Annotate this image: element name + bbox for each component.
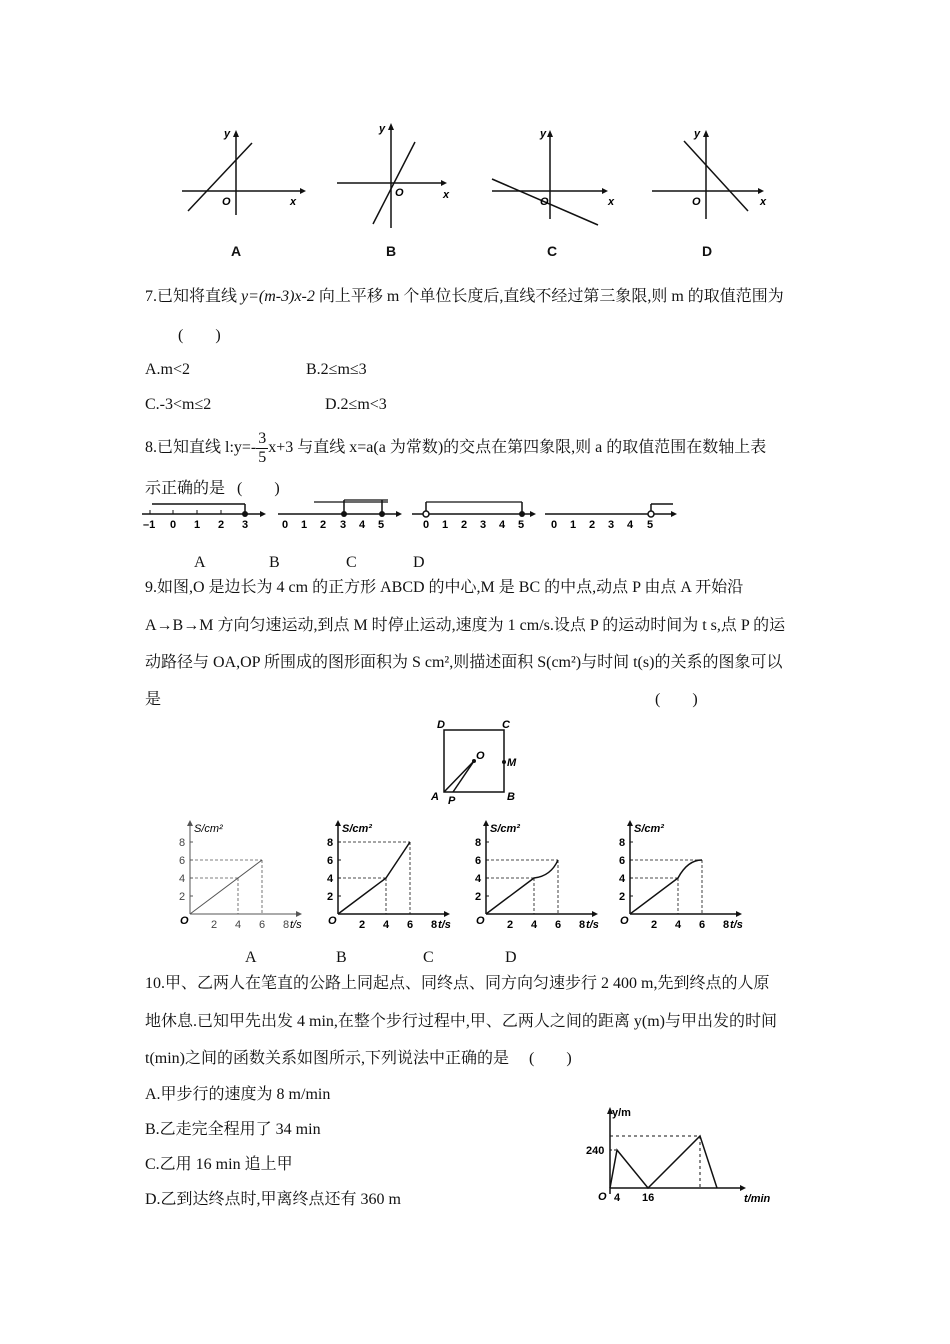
q7-formula: y=(m-3)x-2: [241, 288, 315, 305]
q9-label-m: M: [507, 757, 517, 769]
q10-xlabel: t/min: [744, 1193, 771, 1205]
q7-paren: ( ): [178, 327, 221, 344]
q8-d-tick-3: 3: [608, 519, 615, 531]
q8-numberline-b: [278, 498, 408, 538]
q8-label-c: C: [346, 554, 357, 571]
q8-b-tick-1: 1: [301, 519, 308, 531]
q8-c-tick-1: 1: [442, 519, 449, 531]
y-tick-8: 8: [475, 837, 482, 849]
q9-label-opt-b: B: [336, 949, 347, 966]
q6-c-y: y: [540, 128, 547, 140]
q8-numberline-d: [545, 498, 685, 538]
y-tick-2: 2: [475, 891, 482, 903]
q7-option-a: A.m<2: [145, 361, 191, 378]
q10-xtick-4: 4: [614, 1192, 621, 1204]
q10-line2: 地休息.已知甲先出发 4 min,在整个步行过程中,甲、乙两人之间的距离 y(m)与甲出发的时间: [145, 1013, 777, 1030]
q6-label-d: D: [702, 243, 713, 259]
q8-label-d: D: [413, 554, 425, 571]
y-tick-8: 8: [619, 837, 626, 849]
x-axis-arrow: [296, 911, 302, 917]
q9-square-figure: [428, 716, 528, 816]
q9-label-opt-d: D: [505, 949, 517, 966]
x-tick-8: 8: [431, 919, 438, 931]
q6-a-o: O: [222, 196, 231, 208]
y-tick-4: 4: [179, 873, 186, 885]
q10-paren: ( ): [529, 1050, 572, 1067]
q8-d-tick-2: 2: [589, 519, 596, 531]
q8-frac-den: 5: [258, 448, 267, 466]
curve: [486, 860, 558, 914]
q10-ylabel: y/m: [612, 1107, 631, 1119]
q6-graph-a: [180, 125, 310, 225]
q8-stem: [145, 428, 766, 468]
q6-d-x: x: [760, 196, 767, 208]
q6-d-o: O: [692, 196, 701, 208]
q8-stem-pre: 8.已知直线 l:y=-: [145, 439, 257, 456]
curve: [190, 860, 262, 914]
q8-label-a: A: [194, 554, 206, 571]
x-tick-4: 4: [531, 919, 538, 931]
q8-paren: ( ): [237, 480, 280, 497]
y-axis-arrow: [335, 820, 341, 826]
q8-a-tick-0: 0: [170, 519, 177, 531]
q10-origin: O: [598, 1191, 607, 1203]
q7-stem-pre: 7.已知将直线: [145, 288, 242, 305]
x-tick-4: 4: [675, 919, 682, 931]
origin: O: [476, 915, 485, 927]
q8-label-b: B: [269, 554, 280, 571]
q8-c-tick-3: 3: [480, 519, 487, 531]
q8-d-tick-4: 4: [627, 519, 634, 531]
x-axis-arrow: [736, 911, 742, 917]
q6-label-c: C: [547, 243, 558, 259]
q6-graph-c: [490, 125, 620, 225]
q9-label-p: P: [448, 795, 456, 807]
q9-graph-b: [322, 818, 462, 933]
y-label: S/cm²: [194, 823, 223, 835]
x-tick-6: 6: [699, 919, 706, 931]
y-tick-4: 4: [475, 873, 482, 885]
q6-c-o: O: [540, 196, 549, 208]
q9-label-a: A: [431, 791, 439, 803]
q6-a-x: x: [290, 196, 297, 208]
x-tick-6: 6: [259, 919, 266, 931]
q6-graph-b: [335, 120, 465, 220]
q8-stem-line2: [145, 479, 280, 499]
q10-option-b: B.乙走完全程用了 34 min: [145, 1121, 321, 1138]
y-tick-4: 4: [619, 873, 626, 885]
q7-stem: [145, 287, 784, 307]
q9-label-b: B: [507, 791, 515, 803]
q6-graph-d: [650, 125, 780, 225]
q8-a-tick-3: 3: [242, 519, 249, 531]
q8-c-tick-2: 2: [461, 519, 468, 531]
x-tick-8: 8: [579, 919, 586, 931]
q8-b-tick-3: 3: [340, 519, 347, 531]
q9-line4: 是: [145, 691, 162, 708]
y-tick-4: 4: [327, 873, 334, 885]
origin: O: [180, 915, 189, 927]
q8-b-tick-5: 5: [378, 519, 385, 531]
q6-c-x: x: [608, 196, 615, 208]
q9-label-c: C: [502, 719, 510, 731]
q8-c-tick-0: 0: [423, 519, 430, 531]
x-tick-2: 2: [211, 919, 218, 931]
x-tick-8: 8: [723, 919, 730, 931]
q8-b-tick-4: 4: [359, 519, 366, 531]
q10-option-c: C.乙用 16 min 追上甲: [145, 1156, 293, 1173]
x-axis-arrow: [592, 911, 598, 917]
q8-d-tick-0: 0: [551, 519, 558, 531]
q10-option-a: A.甲步行的速度为 8 m/min: [145, 1086, 331, 1103]
q8-frac-num: 3: [258, 429, 267, 447]
origin: O: [328, 915, 337, 927]
q8-b-tick-2: 2: [320, 519, 327, 531]
y-axis-arrow: [187, 820, 193, 826]
y-tick-2: 2: [179, 891, 186, 903]
q9-line2: A→B→M 方向匀速运动,到点 M 时停止运动,速度为 1 cm/s.设点 P 的运动时间为 t s,点 P 的运: [145, 617, 786, 634]
y-tick-8: 8: [179, 837, 186, 849]
q8-numberline-c: [412, 498, 542, 538]
q9-graph-d: [614, 818, 754, 933]
x-tick-2: 2: [359, 919, 366, 931]
x-label: t/s: [730, 919, 743, 931]
x-tick-4: 4: [235, 919, 242, 931]
y-tick-6: 6: [179, 855, 186, 867]
x-tick-2: 2: [651, 919, 658, 931]
x-tick-6: 6: [555, 919, 562, 931]
y-tick-8: 8: [327, 837, 334, 849]
x-axis-arrow: [444, 911, 450, 917]
q10-ytick-240: 240: [586, 1145, 605, 1157]
q10-line3: [145, 1049, 572, 1069]
q6-label-b: B: [386, 243, 397, 259]
y-label: S/cm²: [490, 823, 520, 835]
x-label: t/s: [586, 919, 599, 931]
q9-label-d: D: [437, 719, 445, 731]
q7-option-c: C.-3<m≤2: [145, 396, 212, 413]
q8-stem-l2: 示正确的是: [145, 480, 226, 497]
q8-c-tick-5: 5: [518, 519, 525, 531]
q10-line3-text: t(min)之间的函数关系如图所示,下列说法中正确的是: [145, 1050, 509, 1067]
q9-graph-c: [470, 818, 610, 933]
q10-xtick-16: 16: [642, 1192, 655, 1204]
y-tick-2: 2: [327, 891, 334, 903]
q8-stem-post: x+3 与直线 x=a(a 为常数)的交点在第四象限,则 a 的取值范围在数轴上表: [268, 439, 767, 456]
y-tick-6: 6: [327, 855, 334, 867]
curve: [630, 860, 702, 914]
q8-c-tick-4: 4: [499, 519, 506, 531]
q10-graph: [580, 1104, 780, 1204]
q7-option-b: B.2≤m≤3: [306, 361, 367, 378]
q8-a-tick-m1: –1: [143, 519, 156, 531]
y-tick-2: 2: [619, 891, 626, 903]
q8-d-tick-5: 5: [647, 519, 654, 531]
x-tick-8: 8: [283, 919, 290, 931]
q10-option-d: D.乙到达终点时,甲离终点还有 360 m: [145, 1191, 402, 1208]
y-axis-arrow: [627, 820, 633, 826]
q9-paren: ( ): [655, 691, 698, 708]
q6-a-y: y: [224, 128, 231, 140]
x-label: t/s: [438, 919, 451, 931]
q9-graph-a: [174, 818, 314, 933]
y-tick-6: 6: [619, 855, 626, 867]
x-tick-6: 6: [407, 919, 414, 931]
q9-label-opt-a: A: [245, 949, 257, 966]
q9-line3: 动路径与 OA,OP 所围成的图形面积为 S cm²,则描述面积 S(cm²)与时间 t(s)的关系的图象可以: [145, 654, 783, 671]
q9-label-o: O: [476, 750, 485, 762]
q10-line1: 10.甲、乙两人在笔直的公路上同起点、同终点、同方向匀速步行 2 400 m,先到终点的人原: [145, 975, 770, 992]
y-label: S/cm²: [342, 823, 372, 835]
q8-b-tick-0: 0: [282, 519, 289, 531]
q7-stem-post: 向上平移 m 个单位长度后,直线不经过第三象限,则 m 的取值范围为: [314, 288, 784, 305]
y-axis-arrow: [483, 820, 489, 826]
q8-numberline-a: [142, 498, 272, 538]
y-label: S/cm²: [634, 823, 664, 835]
y-tick-6: 6: [475, 855, 482, 867]
q8-d-tick-1: 1: [570, 519, 577, 531]
x-tick-4: 4: [383, 919, 390, 931]
q9-label-opt-c: C: [423, 949, 434, 966]
q9-line1: 9.如图,O 是边长为 4 cm 的正方形 ABCD 的中心,M 是 BC 的中点,动点 P 由点 A 开始沿: [145, 579, 744, 596]
q8-fraction: [256, 430, 268, 467]
q6-b-y: y: [379, 123, 386, 135]
q6-label-a: A: [231, 243, 242, 259]
q7-option-d: D.2≤m<3: [325, 396, 387, 413]
q6-b-o: O: [395, 187, 404, 199]
x-label: t/s: [290, 919, 302, 931]
q6-b-x: x: [443, 189, 450, 201]
origin: O: [620, 915, 629, 927]
x-tick-2: 2: [507, 919, 514, 931]
q8-a-tick-1: 1: [194, 519, 201, 531]
q6-d-y: y: [694, 128, 701, 140]
q8-a-tick-2: 2: [218, 519, 225, 531]
